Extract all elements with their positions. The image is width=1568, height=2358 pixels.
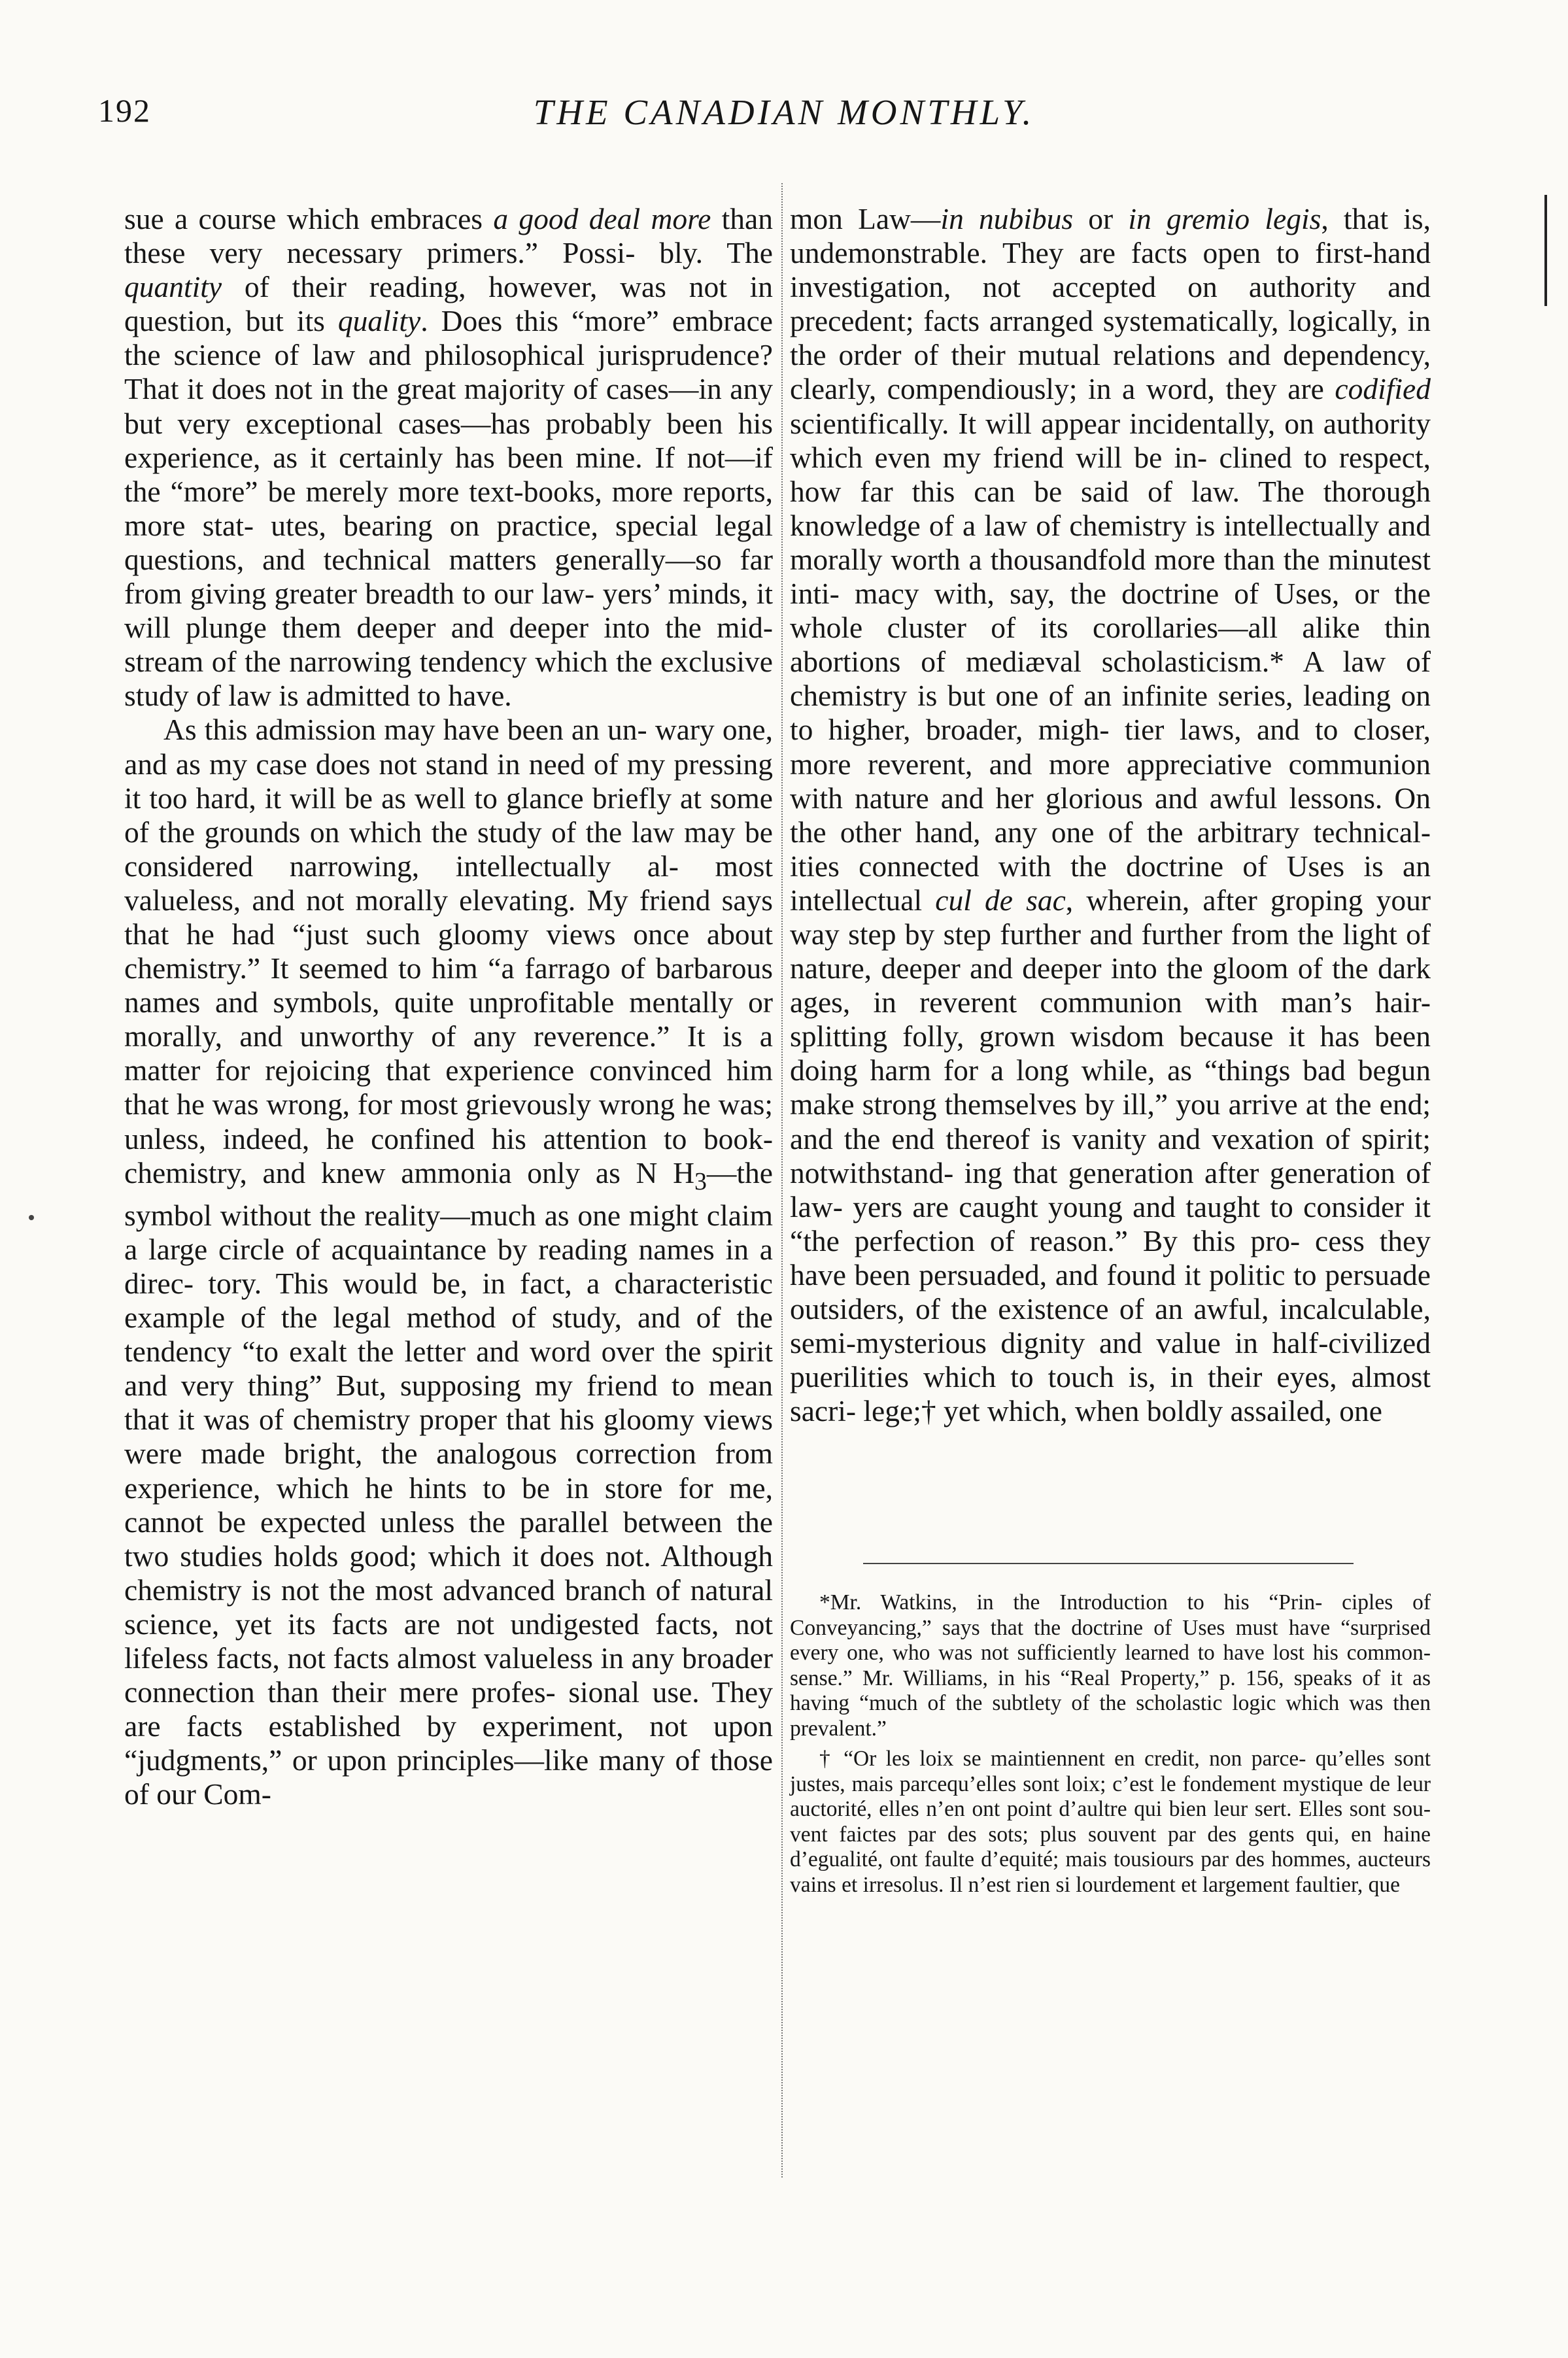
margin-mark <box>1544 195 1547 306</box>
column-divider <box>781 183 783 2178</box>
paragraph: sue a course which embraces a good deal more than these very necessary primers.” Possi- bly. The quantity of their reading, however, was not in question, but its quality. Does this “more” embrace the science of law and philosophical jurisprudence? That it does not in the great majority of cases—in any but very exceptional cases—has probably been his experience, as it certainly has been mine. If not—if the “more” be merely more text-books, more reports, more stat- utes, bearing on practice, special legal questions, and technical matters generally—so far from giving greater breadth to our law- yers’ minds, it will plunge them deeper and deeper into the mid-stream of the narrowing tendency which the exclusive study of law is admitted to have. <box>124 202 773 713</box>
running-title: THE CANADIAN MONTHLY. <box>533 92 1035 132</box>
footnote-rule <box>863 1563 1354 1564</box>
subscript: 3 <box>694 1167 707 1195</box>
paragraph: As this admission may have been an un- wary one, and as my case does not stand in need of my pressing it too hard, it will be as well to glance briefly at some of the grounds on which the study of the law may be considered narrowing, intellectually al- most valueless, and not morally elevating. My friend says that he had “just such gloomy views once about chemistry.” It seemed to him “a farrago of barbarous names and symbols, quite unprofitable mentally or morally, and unworthy of any reverence.” It is a matter for rejoicing that experience convinced him that he was wrong, for most grievously wrong he was; unless, indeed, he confined his attention to book-chemistry, and knew ammonia only as N $H_3—the$ symbol without the reality—much as one might claim a large circle of acquaintance by reading names in a direc- tory. This would be, in fact, a characteristic example of the legal method of study, and of the tendency “to exalt the letter and word over the spirit and very thing” But, supposing my friend to mean that it was of chemistry proper that his gloomy views were made bright, the analogous correction from experience, which he hints to be in store for me, cannot be expected unless the parallel between the two studies holds good; which it does not. Although chemistry is not the most advanced branch of natural science, yet its facts are not undigested facts, not lifeless facts, not facts almost valueless in any broader connection than their mere profes- sional use. They are facts established by experiment, not upon “judgments,” or upon principles—like many of those of our Com- <box>124 713 773 1811</box>
italic-phrase: codified <box>1335 372 1431 406</box>
ink-dot <box>29 1215 34 1220</box>
italic-phrase: in nubibus <box>940 202 1074 235</box>
page-header <box>0 92 1568 144</box>
italic-phrase: a good deal more <box>493 202 711 235</box>
footnotes <box>790 1590 1431 1903</box>
italic-phrase: cul de sac <box>935 883 1066 917</box>
right-column <box>790 202 1431 1428</box>
page-number: 192 <box>98 92 151 129</box>
italic-phrase: quality <box>337 304 421 338</box>
italic-phrase: in gremio legis <box>1128 202 1321 235</box>
paragraph: mon Law—in nubibus or in gremio legis, that is, undemonstrable. They are facts open to first-hand investigation, not accepted on authority and precedent; facts arranged systematically, logically, in the order of their mutual relations and dependency, clearly, compendiously; in a word, they are codified scientifically. It will appear incidentally, on authority which even my friend will be in- clined to respect, how far this can be said of law. The thorough knowledge of a law of chemistry is intellectually and morally worth a thousandfold more than the minutest inti- macy with, say, the doctrine of Uses, or the whole cluster of its corollaries—all alike thin abortions of mediæval scholasticism.* A law of chemistry is but one of an infinite series, leading on to higher, broader, migh- tier laws, and to closer, more reverent, and more appreciative communion with nature and her glorious and awful lessons. On the other hand, any one of the arbitrary technical- ities connected with the doctrine of Uses is an intellectual cul de sac, wherein, after groping your way step by step further and further from the light of nature, deeper and deeper into the gloom of the dark ages, in reverent communion with man’s hair-splitting folly, grown wisdom because it has been doing harm for a long while, as “things bad begun make strong themselves by ill,” you arrive at the end; and the end thereof is vanity and vexation of spirit; notwithstand- ing that generation after generation of law- yers are caught young and taught to consider it “the perfection of reason.” By this pro- cess they have been persuaded, and found it politic to persuade outsiders, of the existence of an awful, incalculable, semi-mysterious dignity and value in half-civilized puerilities which to touch is, in their eyes, almost sacri- lege;† yet which, when boldly assailed, one <box>790 202 1431 1428</box>
italic-phrase: quantity <box>124 270 222 304</box>
footnote-loix: † “Or les loix se maintiennent en credit, non parce- qu’elles sont justes, mais parcequ’elles sont loix; c’est le fondement mystique de leur auctorité, elles n’en ont point d’aultre qui bien leur sert. Elles sont sou- vent faictes par des sots; plus souvent par des gents qui, en haine d’egualité, ont faulte d’equité; mais tousiours par des hommes, aucteurs vains et irresolus. Il n’est rien si lourdement et largement faultier, que <box>790 1747 1431 1897</box>
footnote-uses: *Mr. Watkins, in the Introduction to his “Prin- ciples of Conveyancing,” says that the doctrine of Uses must have “surprised every one, who was not sufficiently learned to have lost his common-sense.” Mr. Williams, in his “Real Property,” p. 156, speaks of it as having “much of the subtlety of the scholastic logic which was then prevalent.” <box>790 1590 1431 1741</box>
left-column <box>124 202 773 1812</box>
